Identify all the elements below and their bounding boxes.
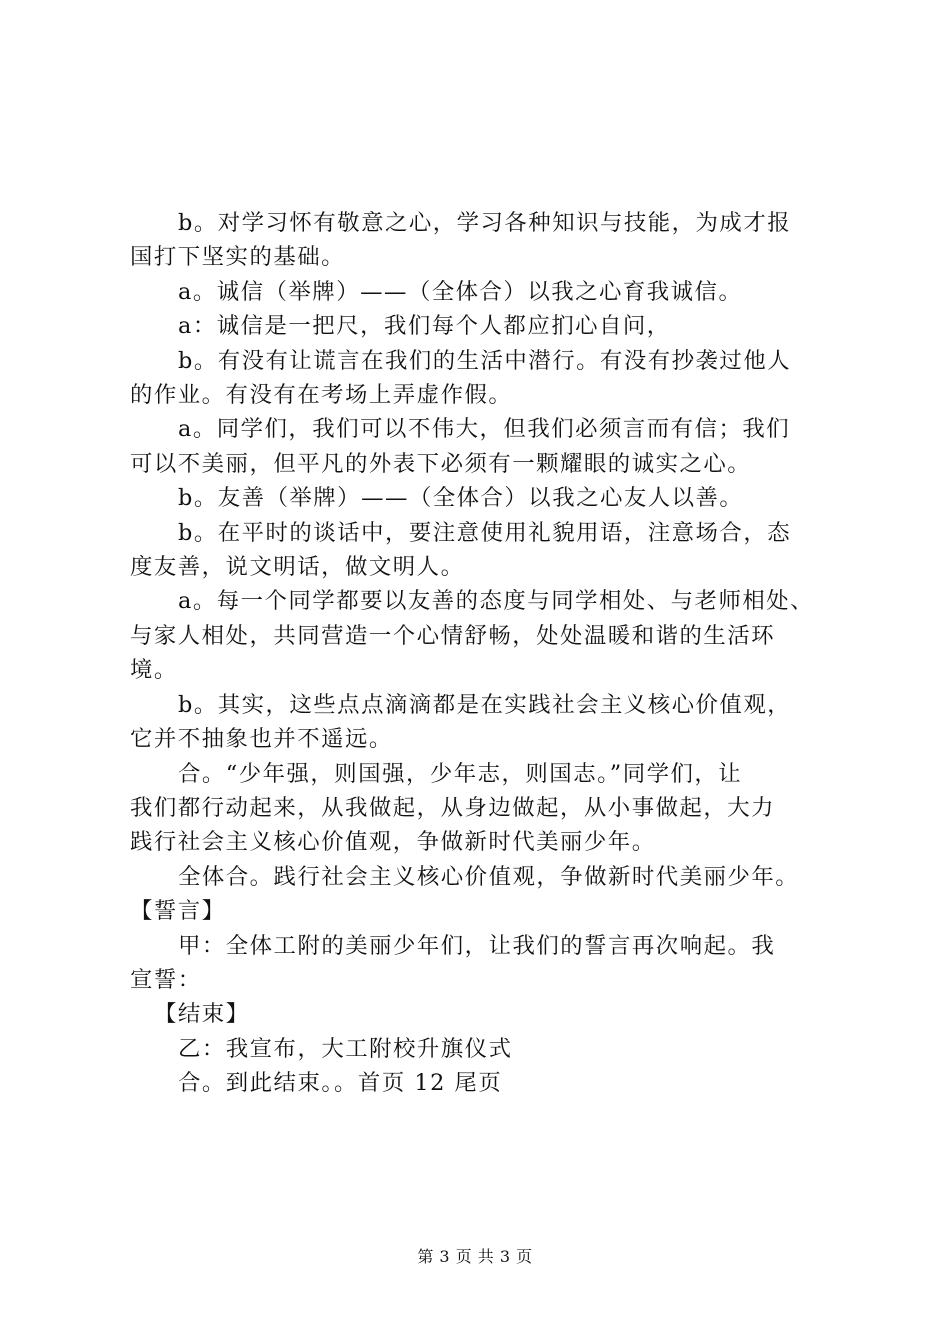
paragraph-line: a。诚信（举牌）——（全体合）以我之心育我诚信。 [178,278,743,305]
document-body [130,206,850,1101]
paragraph-line: a。同学们，我们可以不伟大，但我们必须言而有信；我们 [178,416,791,443]
paragraph-line: 甲：全体工附的美丽少年们，让我们的誓言再次响起。我 [178,932,776,959]
paragraph-line: a。每一个同学都要以友善的态度与同学相处、与老师相处、 [178,588,815,615]
section-heading-oath: 【誓言】 [130,898,226,925]
paragraph-line: 践行社会主义核心价值观，争做新时代美丽少年。 [130,829,656,856]
paragraph-line: 国打下坚实的基础。 [130,244,346,271]
paragraph-line: 我们都行动起来，从我做起，从身边做起，从小事做起，大力 [130,794,776,821]
paragraph-line: 合。到此结束。。首页 12 尾页 [178,1070,503,1097]
paragraph-line: 全体合。践行社会主义核心价值观，争做新时代美丽少年。 [178,863,800,890]
paragraph-line: 度友善，说文明话，做文明人。 [130,554,465,581]
paragraph-line: 的作业。有没有在考场上弄虚作假。 [130,382,513,409]
paragraph-line: b。在平时的谈话中，要注意使用礼貌用语，注意场合，态 [178,519,792,546]
paragraph-line: b。有没有让谎言在我们的生活中潜行。有没有抄袭过他人 [178,347,792,374]
section-heading-end: 【结束】 [154,1001,250,1028]
paragraph-line: 合。“少年强，则国强，少年志，则国志。”同学们，让 [178,760,743,787]
paragraph-line: 它并不抽象也并不遥远。 [130,726,393,753]
page-number-footer: 第 3 页 共 3 页 [417,1247,533,1266]
paragraph-line: 境。 [130,657,178,684]
paragraph-line: 可以不美丽，但平凡的外表下必须有一颗耀眼的诚实之心。 [130,450,752,477]
paragraph-line: 乙：我宣布，大工附校升旗仪式 [178,1035,513,1062]
paragraph-line: a：诚信是一把尺，我们每个人都应扪心自问， [178,313,671,340]
paragraph-line: b。对学习怀有敬意之心，学习各种知识与技能，为成才报 [178,210,792,236]
paragraph-line: b。友善（举牌）——（全体合）以我之心友人以善。 [178,485,744,512]
paragraph-line: 与家人相处，共同营造一个心情舒畅，处处温暖和谐的生活环 [130,622,776,649]
paragraph-line: b。其实，这些点点滴滴都是在实践社会主义核心价值观， [178,691,792,718]
paragraph-line: 宣誓： [130,966,202,993]
